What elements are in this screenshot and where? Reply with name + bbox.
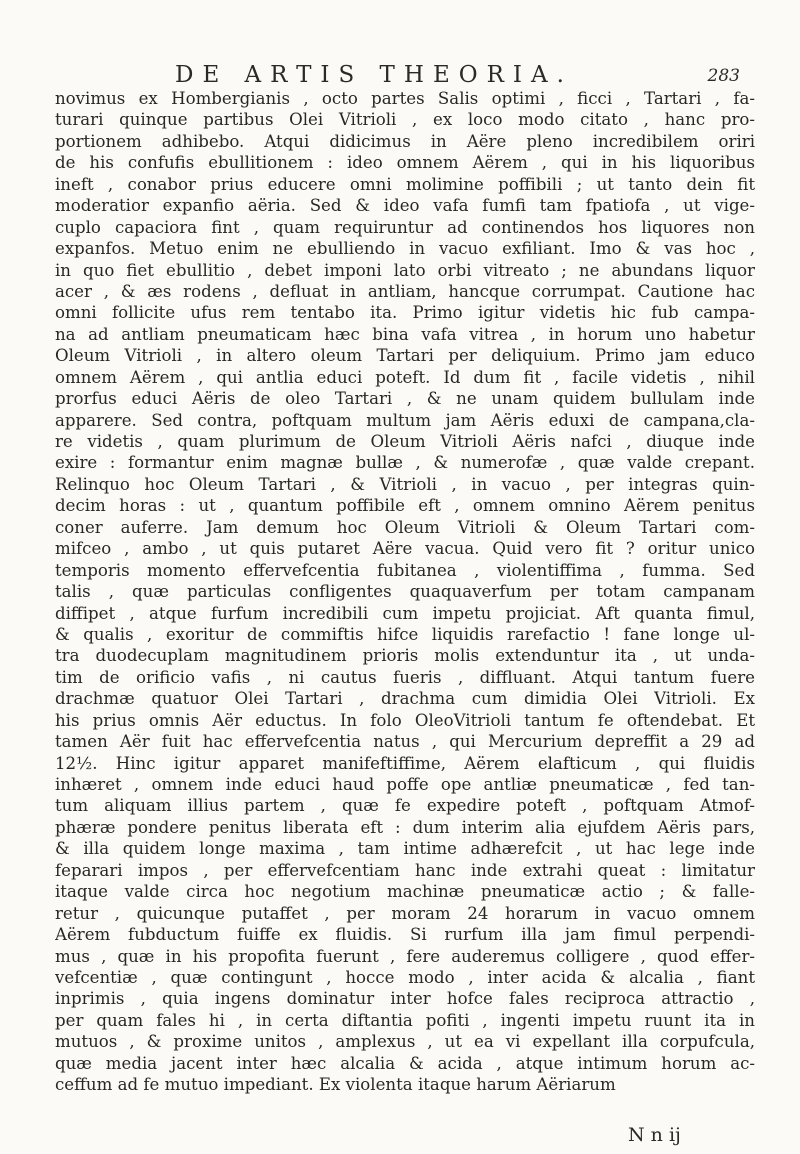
text-line: novimus ex Hombergianis , octo partes Salis optimi , ficci , Tartari , fa- [55, 89, 755, 108]
page-number: 283 [707, 66, 740, 86]
text-line: exire : formantur enim magnæ bullæ , & numerofæ , quæ valde crepant. [55, 453, 755, 473]
text-line: his prius omnis Aër eductus. In folo OleoVitrioli tantum fe oftendebat. Et [55, 710, 755, 730]
text-line: turari quinque partibus Olei Vitrioli , ex loco modo citato , hanc pro- [55, 110, 755, 130]
signature-mark: N n ij [628, 1124, 681, 1146]
text-line: diffipet , atque furfum incredibili cum impetu projiciat. Aft quanta fimul, [55, 603, 755, 623]
body-text [55, 88, 755, 1096]
text-line: coner auferre. Jam demum hoc Oleum Vitrioli & Oleum Tartari com- [55, 517, 755, 537]
text-line: feparari impos , per effervefcentiam hanc inde extrahi queat : limitatur [55, 860, 755, 880]
text-line: na ad antliam pneumaticam hæc bina vafa vitrea , in horum uno habetur [55, 324, 755, 344]
text-line: drachmæ quatuor Olei Tartari , drachma cum dimidia Olei Vitrioli. Ex [55, 689, 755, 709]
text-line: acer , & æs rodens , defluat in antliam, hancque corrumpat. Cautione hac [55, 281, 755, 301]
text-line: & qualis , exoritur de commiftis hifce liquidis rarefactio ! fane longe ul- [55, 624, 755, 644]
text-line: & illa quidem longe maxima , tam intime adhærefcit , ut hac lege inde [55, 839, 755, 859]
text-line: moderatior expanfio aëria. Sed & ideo vafa fumfi tam fpatiofa , ut vige- [55, 196, 755, 216]
text-line: omnem Aërem , qui antlia educi poteft. Id dum fit , facile videtis , nihil [55, 367, 755, 387]
text-line: itaque valde circa hoc negotium machinæ pneumaticæ actio ; & falle- [55, 882, 755, 902]
text-line: Relinquo hoc Oleum Tartari , & Vitrioli , in vacuo , per integras quin- [55, 474, 755, 494]
text-line: phæræ pondere penitus liberata eft : dum interim alia ejufdem Aëris pars, [55, 817, 755, 837]
text-line: de his confufis ebullitionem : ideo omnem Aërem , qui in his liquoribus [55, 153, 755, 173]
text-line: temporis momento effervefcentia fubitanea , violentiffima , fumma. Sed [55, 560, 755, 580]
text-line: per quam fales hi , in certa diftantia pofiti , ingenti impetu ruunt ita in [55, 1010, 755, 1030]
text-line: retur , quicunque putaffet , per moram 24 horarum in vacuo omnem [55, 903, 755, 923]
text-line: ineft , conabor prius educere omni molimine poffibili ; ut tanto dein fit [55, 174, 755, 194]
text-line: mutuos , & proxime unitos , amplexus , ut ea vi expellant illa corpufcula, [55, 1032, 755, 1052]
text-line: talis , quæ particulas confligentes quaquaverfum per totam campanam [55, 582, 755, 602]
text-line: re videtis , quam plurimum de Oleum Vitrioli Aëris nafci , diuque inde [55, 432, 755, 451]
text-line: Oleum Vitrioli , in altero oleum Tartari per deliquium. Primo jam educo [55, 346, 755, 366]
text-line: apparere. Sed contra, poftquam multum jam Aëris eduxi de campana,cla- [55, 410, 755, 430]
text-line: mifceo , ambo , ut quis putaret Aëre vacua. Quid vero fit ? oritur unico [55, 539, 755, 559]
text-line: quæ media jacent inter hæc alcalia & acida , atque intimum horum ac- [55, 1053, 755, 1073]
text-line: mus , quæ in his propofita fuerunt , fere auderemus colligere , quod effer- [55, 946, 755, 966]
text-line: tamen Aër fuit hac effervefcentia natus , qui Mercurium depreffit a 29 ad [55, 732, 755, 752]
text-line: expanfos. Metuo enim ne ebulliendo in vacuo exfiliant. Imo & vas hoc , [55, 239, 755, 259]
text-line: omni follicite ufus rem tentabo ita. Primo igitur videtis hic fub campa- [55, 303, 755, 323]
text-line: 12½. Hinc igitur apparet manifeftiffime, Aërem elafticum , qui fluidis [55, 753, 755, 773]
text-line: tim de orificio vafis , ni cautus fueris , diffluant. Atqui tantum fuere [55, 667, 755, 687]
text-line: inhæret , omnem inde educi haud poffe ope antliæ pneumaticæ , fed tan- [55, 775, 755, 794]
text-line: tum aliquam illius partem , quæ fe expedire poteft , poftquam Atmof- [55, 796, 755, 816]
running-title: DE ARTIS THEORIA. [175, 62, 573, 88]
text-line: inprimis , quia ingens dominatur inter hofce fales reciproca attractio , [55, 989, 755, 1009]
text-line: decim horas : ut , quantum poffibile eft , omnem omnino Aërem penitus [55, 496, 755, 516]
text-line: prorfus educi Aëris de oleo Tartari , & ne unam quidem bullulam inde [55, 389, 755, 409]
text-line: ceffum ad fe mutuo impediant. Ex violenta itaque harum Aëriarum [55, 1075, 616, 1095]
text-line: portionem adhibebo. Atqui didicimus in Aëre pleno incredibilem oriri [55, 131, 755, 151]
text-line: tra duodecuplam magnitudinem prioris molis extenduntur ita , ut unda- [55, 646, 755, 666]
text-line: in quo fiet ebullitio , debet imponi lato orbi vitreato ; ne abundans liquor [55, 260, 755, 280]
text-line: cuplo capaciora fint , quam requiruntur ad continendos hos liquores non [55, 217, 755, 237]
text-line: vefcentiæ , quæ contingunt , hocce modo , inter acida & alcalia , fiant [55, 967, 755, 987]
text-line: Aërem fubductum fuiffe ex fluidis. Si rurfum illa jam fimul perpendi- [55, 925, 755, 945]
